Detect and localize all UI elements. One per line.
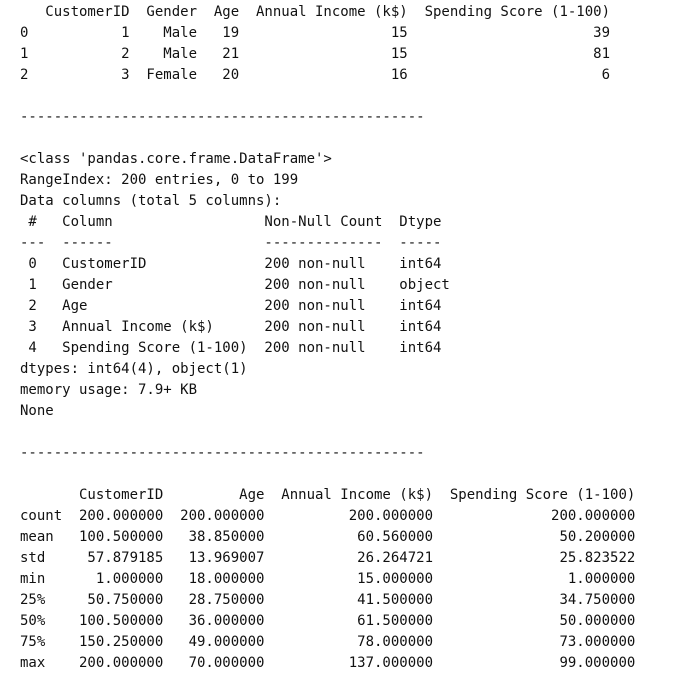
output-line: <class 'pandas.core.frame.DataFrame'> — [20, 151, 332, 167]
output-line: 50% 100.500000 36.000000 61.500000 50.000000 — [20, 613, 636, 629]
output-line: Data columns (total 5 columns): — [20, 193, 282, 209]
output-line: RangeIndex: 200 entries, 0 to 199 — [20, 172, 299, 188]
output-line: 2 Age 200 non-null int64 — [20, 298, 442, 314]
output-line: CustomerID Gender Age Annual Income (k$) Spending Score (1-100) — [20, 4, 611, 20]
output-line: mean 100.500000 38.850000 60.560000 50.200000 — [20, 529, 636, 545]
output-line: std 57.879185 13.969007 26.264721 25.823522 — [20, 550, 636, 566]
output-line: 75% 150.250000 49.000000 78.000000 73.000000 — [20, 634, 636, 650]
output-line: dtypes: int64(4), object(1) — [20, 361, 248, 377]
output-line: max 200.000000 70.000000 137.000000 99.000000 — [20, 655, 636, 671]
output-line: ------------------------------------------------ — [20, 445, 425, 461]
output-line: CustomerID Age Annual Income (k$) Spending Score (1-100) — [20, 487, 636, 503]
output-line: # Column Non-Null Count Dtype — [20, 214, 442, 230]
output-line: --- ------ -------------- ----- — [20, 235, 442, 251]
output-line: 1 2 Male 21 15 81 — [20, 46, 611, 62]
output-line: 0 1 Male 19 15 39 — [20, 25, 611, 41]
output-line: 0 CustomerID 200 non-null int64 — [20, 256, 442, 272]
output-line: 25% 50.750000 28.750000 41.500000 34.750000 — [20, 592, 636, 608]
output-line: memory usage: 7.9+ KB — [20, 382, 198, 398]
output-line: min 1.000000 18.000000 15.000000 1.000000 — [20, 571, 636, 587]
output-line: 3 Annual Income (k$) 200 non-null int64 — [20, 319, 442, 335]
output-line: count 200.000000 200.000000 200.000000 200.000000 — [20, 508, 636, 524]
output-line: 2 3 Female 20 16 6 — [20, 67, 611, 83]
output-line: 4 Spending Score (1-100) 200 non-null int64 — [20, 340, 442, 356]
output-line: None — [20, 403, 54, 419]
output-line: 1 Gender 200 non-null object — [20, 277, 450, 293]
output-line: ------------------------------------------------ — [20, 109, 425, 125]
